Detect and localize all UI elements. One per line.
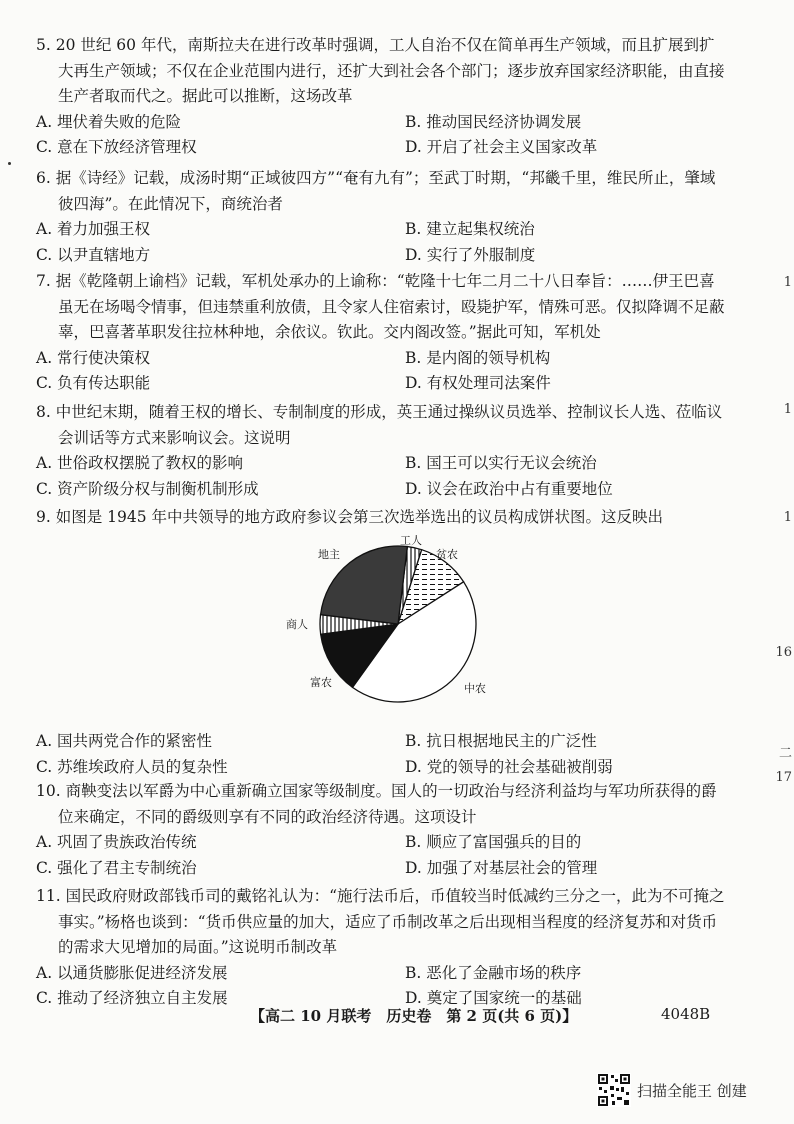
option-c: C. 推动了经济独立自主发展: [36, 989, 228, 1007]
options-row: [36, 243, 726, 269]
question-stem: 5. 20 世纪 60 年代，南斯拉夫在进行改革时强调，工人自治不仅在简单再生产领域，而且扩展到扩大再生产领域；不仅在企业范围内进行，还扩大到社会各个部门；逐步放弃国家经济职能，由直接生产者取而代之。据此可以推断，这场改革: [36, 36, 725, 105]
option-c: C. 苏维埃政府人员的复杂性: [36, 757, 228, 776]
option-a: A. 巩固了贵族政治传统: [36, 833, 197, 851]
option-b: B. 推动国民经济协调发展: [405, 112, 582, 131]
pie-label: 中农: [464, 682, 486, 695]
option-a: A. 以通货膨胀促进经济发展: [36, 963, 228, 982]
options-row: [36, 729, 726, 755]
question-8: [36, 400, 726, 502]
options-row: [36, 110, 726, 136]
options-row: [36, 477, 726, 503]
question-stem: 11. 国民政府财政部钱币司的戴铭礼认为：“施行法币后，币值较当时低减约三分之一，此为不可掩之事实。”杨格也谈到：“货币供应量的加大，适应了币制改革之后出现相当程度的经济复苏和对货币的需求大见增加的局面。”这说明币制改革: [36, 887, 725, 956]
pie-label: 地主: [318, 548, 340, 561]
pie-chart: [270, 532, 510, 722]
option-b: B. 恶化了金融市场的秩序: [405, 963, 582, 982]
option-d: D. 实行了外服制度: [405, 245, 536, 264]
option-c: C. 以尹直辖地方: [36, 245, 151, 264]
options-row: [36, 371, 726, 397]
scan-speck: [8, 162, 11, 165]
option-b: B. 抗日根据地民主的广泛性: [405, 732, 597, 750]
options-row: [36, 451, 726, 477]
option-c: C. 资产阶级分权与制衡机制形成: [36, 479, 259, 498]
question-stem: 6. 据《诗经》记载，成汤时期“正域彼四方”“奄有九有”；至武丁时期，“邦畿千里，维民所止，肇域彼四海”。在此情况下，商统治者: [36, 169, 716, 213]
question-stem: 9. 如图是 1945 年中共领导的地方政府参议会第三次选举选出的议员构成饼状图。这反映出: [36, 508, 664, 526]
option-b: B. 国王可以实行无议会统治: [405, 454, 597, 472]
option-d: D. 加强了对基层社会的管理: [405, 858, 598, 877]
question-7: [36, 269, 726, 397]
edge-mark: 二: [778, 746, 792, 761]
page-footer: 【高二 10 月联考 历史卷 第 2 页(共 6 页)】: [250, 1007, 578, 1025]
edge-mark: 17: [775, 770, 792, 785]
scanner-watermark: [597, 1073, 747, 1107]
question-stem: 8. 中世纪末期，随着王权的增长、专制制度的形成，英王通过操纵议员选举、控制议长人选、莅临议会训话等方式来影响议会。这说明: [36, 403, 723, 447]
question-10: [36, 779, 726, 881]
options-row: [36, 961, 726, 987]
option-a: A. 着力加强王权: [36, 220, 151, 238]
options-row: [36, 217, 726, 243]
pie-label: 贫农: [436, 548, 458, 561]
option-d: D. 开启了社会主义国家改革: [405, 138, 598, 156]
question-5: [36, 33, 726, 161]
edge-mark: 1: [783, 402, 792, 417]
option-b: B. 建立起集权统治: [405, 220, 535, 238]
question-6: [36, 166, 726, 268]
options-row: [36, 346, 726, 372]
question-9: [36, 505, 726, 531]
option-a: A. 常行使决策权: [36, 348, 151, 367]
qr-code-icon: [597, 1073, 631, 1107]
question-stem: 7. 据《乾隆朝上谕档》记载，军机处承办的上谕称：“乾隆十七年二月二十八日奉旨：……伊王巴喜虽无在场喝令情事，但违禁重利放债，且令家人住宿索讨，殴毙护军，情殊可恶。仅拟降调不足蔽辜，巴喜著革职发往拉林种地，余依议。钦此。交内阁改签。”据此可知，军机处: [36, 272, 725, 341]
option-a: A. 世俗政权摆脱了教权的影响: [36, 454, 244, 472]
option-c: C. 负有传达职能: [36, 374, 151, 392]
option-a: A. 国共两党合作的紧密性: [36, 732, 213, 750]
pie-label: 工人: [400, 534, 422, 547]
edge-mark: 1: [783, 275, 792, 290]
question-11: [36, 884, 726, 1012]
scanner-text: 扫描全能王 创建: [637, 1081, 747, 1100]
pie-label: 富农: [310, 676, 332, 689]
paper-code: 4048B: [661, 1005, 711, 1023]
option-a: A. 埋伏着失败的危险: [36, 112, 182, 131]
options-row: [36, 830, 726, 856]
options-row: [36, 856, 726, 882]
option-b: B. 是内阁的领导机构: [405, 348, 551, 367]
options-row: [36, 755, 726, 781]
options-row: [36, 135, 726, 161]
edge-mark: 1: [783, 510, 792, 525]
option-d: D. 党的领导的社会基础被削弱: [405, 757, 613, 776]
edge-mark: 16: [775, 645, 792, 660]
question-stem: 10. 商鞅变法以军爵为中心重新确立国家等级制度。国人的一切政治与经济利益均与军功所获得的爵位来确定，不同的爵级则享有不同的政治经济待遇。这项设计: [36, 782, 717, 826]
option-d: D. 有权处理司法案件: [405, 374, 551, 392]
option-b: B. 顺应了富国强兵的目的: [405, 833, 582, 851]
option-d: D. 奠定了国家统一的基础: [405, 989, 582, 1007]
option-d: D. 议会在政治中占有重要地位: [405, 479, 613, 498]
question-9-options: [36, 729, 726, 780]
pie-label: 商人: [286, 618, 308, 631]
option-c: C. 意在下放经济管理权: [36, 138, 197, 156]
option-c: C. 强化了君主专制统治: [36, 858, 197, 877]
